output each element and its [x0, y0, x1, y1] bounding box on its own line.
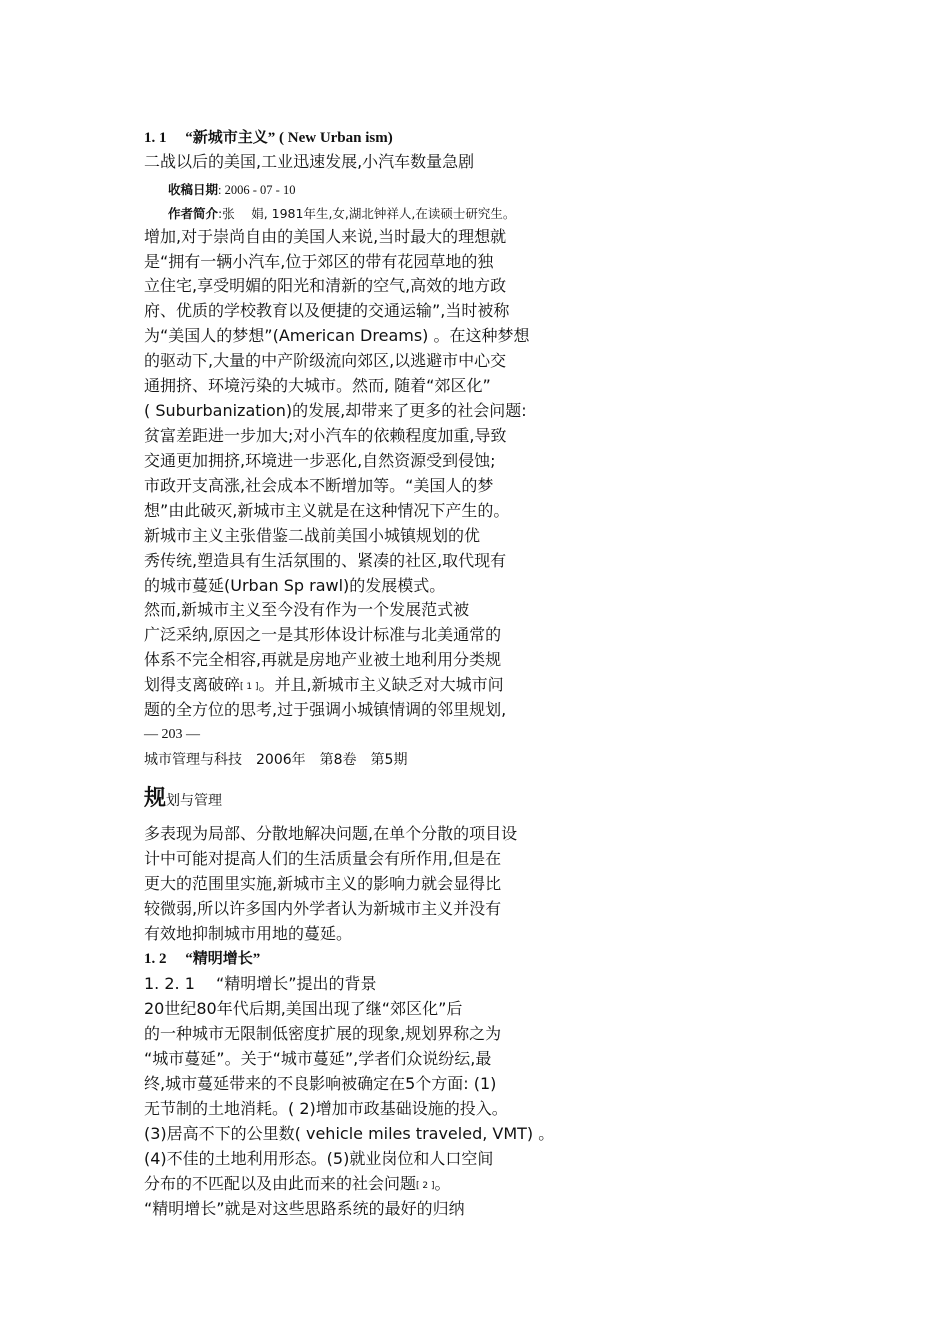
subsection-heading-1-2-1: 1. 2. 1 “精明增长”提出的背景 — [144, 974, 377, 993]
section-heading-1-1: 1. 1 “新城市主义” ( New Urban ism) — [144, 130, 393, 146]
author-info — [168, 204, 515, 224]
journal-header: 城市管理与科技 2006年 第8卷 第5期 — [144, 752, 408, 768]
line-text: 划得支离破碎 — [144, 675, 241, 694]
paragraph-line: 计中可能对提高人们的生活质量会有所作用,但是在 — [144, 849, 502, 868]
paragraph-line: 想”由此破灭,新城市主义就是在这种情况下产生的。 — [144, 501, 510, 520]
paragraph-line: 然而,新城市主义至今没有作为一个发展范式被 — [144, 600, 470, 619]
citation-ref-2: [ 2 ] — [416, 1181, 435, 1191]
paragraph-line: 终,城市蔓延带来的不良影响被确定在5个方面: (1) — [144, 1074, 497, 1093]
paragraph-line: (3)居高不下的公里数( vehicle miles traveled, VMT) 。 — [144, 1124, 555, 1143]
received-value: : 2006 - 07 - 10 — [218, 183, 296, 197]
paragraph-line: 的一种城市无限制低密度扩展的现象,规划界称之为 — [144, 1024, 502, 1043]
paragraph-line: 题的全方位的思考,过于强调小城镇情调的邻里规划, — [144, 700, 507, 719]
line-text: 分布的不匹配以及由此而来的社会问题 — [144, 1174, 417, 1193]
paragraph-line: “精明增长”就是对这些思路系统的最好的归纳 — [144, 1199, 465, 1218]
paragraph-line: 的城市蔓延(Urban Sp rawl)的发展模式。 — [144, 576, 446, 595]
column-title — [144, 786, 222, 814]
paragraph-line: 府、优质的学校教育以及便捷的交通运输”,当时被称 — [144, 301, 510, 320]
paragraph-line-with-citation — [144, 1174, 451, 1196]
paragraph-line: 增加,对于崇尚自由的美国人来说,当时最大的理想就 — [144, 227, 507, 246]
paragraph-line: (4)不佳的土地利用形态。(5)就业岗位和人口空间 — [144, 1149, 494, 1168]
page-number: — 203 — — [144, 727, 200, 742]
received-label: 收稿日期 — [168, 182, 219, 197]
line-tail: 。并且,新城市主义缺乏对大城市问 — [258, 675, 504, 694]
paragraph-line: 20世纪80年代后期,美国出现了继“郊区化”后 — [144, 999, 463, 1018]
paragraph-line: 无节制的土地消耗。( 2)增加市政基础设施的投入。 — [144, 1099, 508, 1118]
section-heading-1-2: 1. 2 “精明增长” — [144, 951, 261, 967]
paragraph-line: 为“美国人的梦想”(American Dreams) 。在这种梦想 — [144, 326, 530, 345]
author-value: :张 娟, 1981年生,女,湖北钟祥人,在读硕士研究生。 — [218, 206, 516, 221]
citation-ref-1: [ 1 ] — [240, 682, 259, 692]
paragraph-line: 二战以后的美国,工业迅速发展,小汽车数量急剧 — [144, 152, 475, 171]
paragraph-line: 贫富差距进一步加大;对小汽车的依赖程度加重,导致 — [144, 426, 507, 445]
paragraph-line: 广泛采纳,原因之一是其形体设计标准与北美通常的 — [144, 625, 502, 644]
paragraph-line: 有效地抑制城市用地的蔓延。 — [144, 924, 353, 943]
paragraph-line: 是“拥有一辆小汽车,位于郊区的带有花园草地的独 — [144, 252, 494, 271]
column-title-rest: 划与管理 — [166, 793, 223, 809]
line-tail: 。 — [434, 1174, 451, 1193]
author-label: 作者简介 — [168, 206, 219, 221]
paragraph-line: 新城市主义主张借鉴二战前美国小城镇规划的优 — [144, 526, 481, 545]
paragraph-line: 交通更加拥挤,环境进一步恶化,自然资源受到侵蚀; — [144, 451, 496, 470]
received-date — [168, 180, 295, 200]
paragraph-line-with-citation — [144, 675, 504, 697]
column-title-initial: 规 — [144, 786, 167, 811]
paragraph-line: 立住宅,享受明媚的阳光和清新的空气,高效的地方政 — [144, 276, 507, 295]
paragraph-line: 的驱动下,大量的中产阶级流向郊区,以逃避市中心交 — [144, 351, 507, 370]
paragraph-line: “城市蔓延”。关于“城市蔓延”,学者们众说纷纭,最 — [144, 1049, 492, 1068]
paragraph-line: 秀传统,塑造具有生活氛围的、紧凑的社区,取代现有 — [144, 551, 507, 570]
paragraph-line: ( Suburbanization)的发展,却带来了更多的社会问题: — [144, 401, 527, 420]
paragraph-line: 较微弱,所以许多国内外学者认为新城市主义并没有 — [144, 899, 502, 918]
paragraph-line: 更大的范围里实施,新城市主义的影响力就会显得比 — [144, 874, 502, 893]
paragraph-line: 体系不完全相容,再就是房地产业被土地利用分类规 — [144, 650, 502, 669]
paragraph-line: 市政开支高涨,社会成本不断增加等。“美国人的梦 — [144, 476, 494, 495]
paragraph-line: 多表现为局部、分散地解决问题,在单个分散的项目设 — [144, 824, 518, 843]
paragraph-line: 通拥挤、环境污染的大城市。然而, 随着“郊区化” — [144, 376, 491, 395]
